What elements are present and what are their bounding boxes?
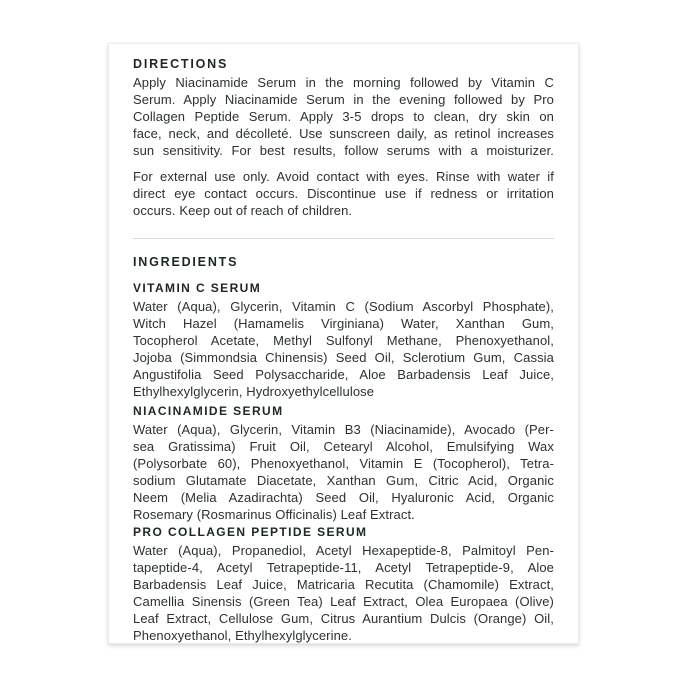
directions-usage-paragraph [133,74,554,159]
text-line: sodium Glutamate Diacetate, Xanthan Gum, Citric Acid, Organic [133,473,554,488]
text-line: sea Gratissima) Fruit Oil, Cetearyl Alcohol, Emulsifying Wax [133,439,554,454]
vitamin-c-serum-title: VITAMIN C SERUM [133,281,262,295]
text-line: Jojoba (Simmondsia Chinensis) Seed Oil, Sclerotium Gum, Cassia [133,350,554,365]
text-line: Water (Aqua), Propanediol, Acetyl Hexapeptide-8, Palmitoyl Pen- [133,543,554,558]
text-line: Water (Aqua), Glycerin, Vitamin B3 (Niacinamide), Avocado (Per- [133,422,554,437]
niacinamide-serum-title: NIACINAMIDE SERUM [133,404,284,418]
text-line: Serum. Apply Niacinamide Serum in the evening followed by Pro [133,92,554,107]
section-divider [133,238,554,239]
directions-heading: DIRECTIONS [133,57,229,71]
text-line: face, neck, and décolleté. Use sunscreen daily, as retinol increases [133,126,554,141]
text-line: occurs. Keep out of reach of children. [133,203,353,218]
pro-collagen-peptide-serum-ingredients [133,542,554,644]
text-line: Camellia Sinensis (Green Tea) Leaf Extract, Olea Europaea (Olive) [133,594,554,609]
text-line: Ethylhexylglycerin, Hydroxyethylcellulose [133,384,375,399]
text-line: Leaf Extract, Cellulose Gum, Citrus Aurantium Dulcis (Orange) Oil, [133,611,554,626]
text-line: direct eye contact occurs. Discontinue use if redness or irritation [133,186,554,201]
text-line: Phenoxyethanol, Ethylhexylglycerine. [133,628,352,643]
text-line: Rosemary (Rosmarinus Officinalis) Leaf Extract. [133,507,415,522]
text-line: Witch Hazel (Hamamelis Virginiana) Water, Xanthan Gum, [133,316,554,331]
ingredients-heading: INGREDIENTS [133,255,239,269]
niacinamide-serum-ingredients [133,421,554,523]
label-card [108,43,579,644]
text-line: tapeptide-4, Acetyl Tetrapeptide-11, Acetyl Tetrapeptide-9, Aloe [133,560,554,575]
text-line: Barbadensis Leaf Juice, Matricaria Recutita (Chamomile) Extract, [133,577,554,592]
directions-warning-paragraph [133,168,554,219]
text-line: Apply Niacinamide Serum in the morning followed by Vitamin C [133,75,554,90]
vitamin-c-serum-ingredients [133,298,554,400]
text-line: sun sensitivity. For best results, follow serums with a moisturizer. [133,143,554,158]
text-line: Neem (Melia Azadirachta) Seed Oil, Hyaluronic Acid, Organic [133,490,554,505]
text-line: Water (Aqua), Glycerin, Vitamin C (Sodium Ascorbyl Phosphate), [133,299,554,314]
text-line: (Polysorbate 60), Phenoxyethanol, Vitamin E (Tocopherol), Tetra- [133,456,554,471]
pro-collagen-peptide-serum-title: PRO COLLAGEN PEPTIDE SERUM [133,525,368,539]
text-line: Tocopherol Acetate, Methyl Sulfonyl Methane, Phenoxyethanol, [133,333,554,348]
text-line: Collagen Peptide Serum. Apply 3-5 drops to clean, dry skin on [133,109,554,124]
text-line: For external use only. Avoid contact with eyes. Rinse with water if [133,169,554,184]
text-line: Angustifolia Seed Polysaccharide, Aloe Barbadensis Leaf Juice, [133,367,554,382]
